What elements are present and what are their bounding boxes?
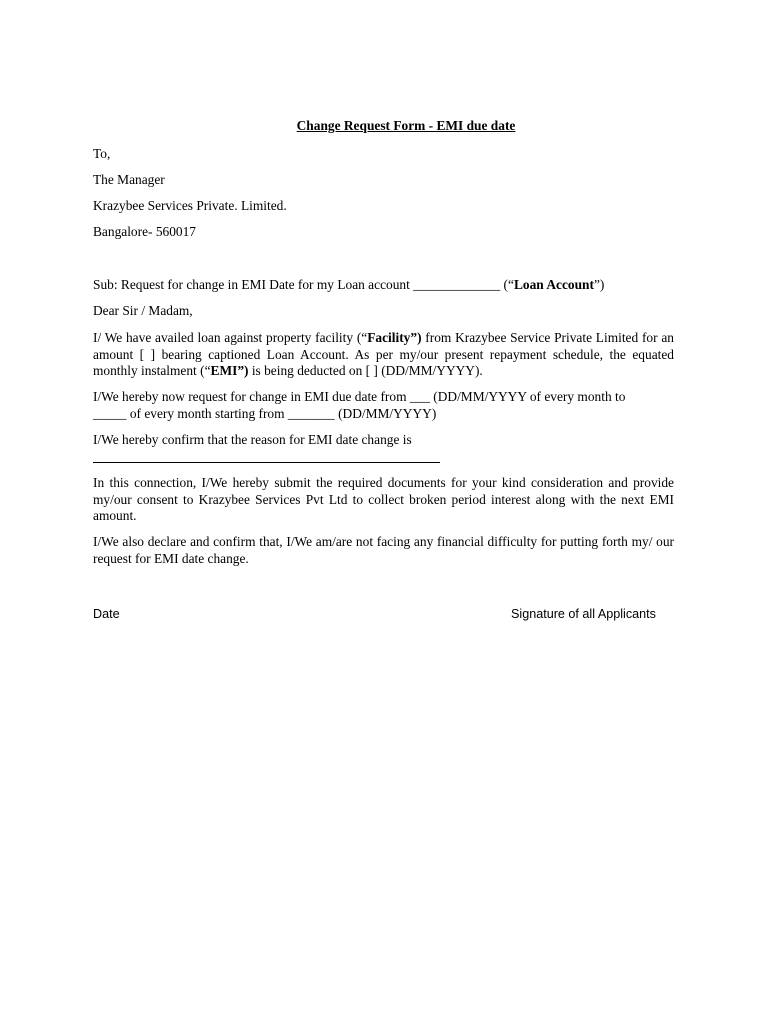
para1-term-emi: EMI”) <box>210 363 249 379</box>
address-city: Bangalore- 560017 <box>93 224 197 239</box>
salutation: Dear Sir / Madam, <box>93 303 193 318</box>
paragraph-facility <box>93 330 674 380</box>
address-to: To, <box>93 146 111 161</box>
signature-label: Signature of all Applicants <box>511 607 656 621</box>
paragraph-consent: In this connection, I/We hereby submit the required documents for your kind consideration and provide my/our consent to Krazybee Services Pvt Ltd to collect broken period interest along with the next EMI amount. <box>93 475 674 524</box>
paragraph-request-line1: I/We hereby now request for change in EMI due date from ___ (DD/MM/YYYY of every month to <box>93 389 626 404</box>
address-company: Krazybee Services Private. Limited. <box>93 198 287 213</box>
subject-line <box>93 277 675 294</box>
para1-part2: from Krazybee Service Private Limited for an amount [ ] bearing captioned Loan Account. As per my/our present repayment schedule, the equated monthly instalment (“ <box>93 330 674 379</box>
para1-part1: I/ We have availed loan against property facility (“ <box>93 330 368 345</box>
para1-part3: is being deducted on [ ] (DD/MM/YYYY). <box>248 363 483 379</box>
subject-prefix: Sub: Request for change in EMI Date for my Loan account _____________ (“ <box>93 277 514 292</box>
address-manager: The Manager <box>93 172 165 187</box>
paragraph-request-line2: _____ of every month starting from _______ (DD/MM/YYYY) <box>93 406 437 421</box>
reason-blank-line <box>93 462 440 463</box>
para1-term-facility: Facility”) <box>367 330 422 345</box>
date-label: Date <box>93 607 120 621</box>
subject-suffix: ”) <box>593 277 605 292</box>
form-title: Change Request Form - EMI due date <box>296 118 516 133</box>
paragraph-reason: I/We hereby confirm that the reason for EMI date change is <box>93 432 412 447</box>
subject-term: Loan Account <box>513 277 594 292</box>
paragraph-declaration: I/We also declare and confirm that, I/We am/are not facing any financial difficulty for putting forth my/ our request for EMI date change. <box>93 534 674 566</box>
